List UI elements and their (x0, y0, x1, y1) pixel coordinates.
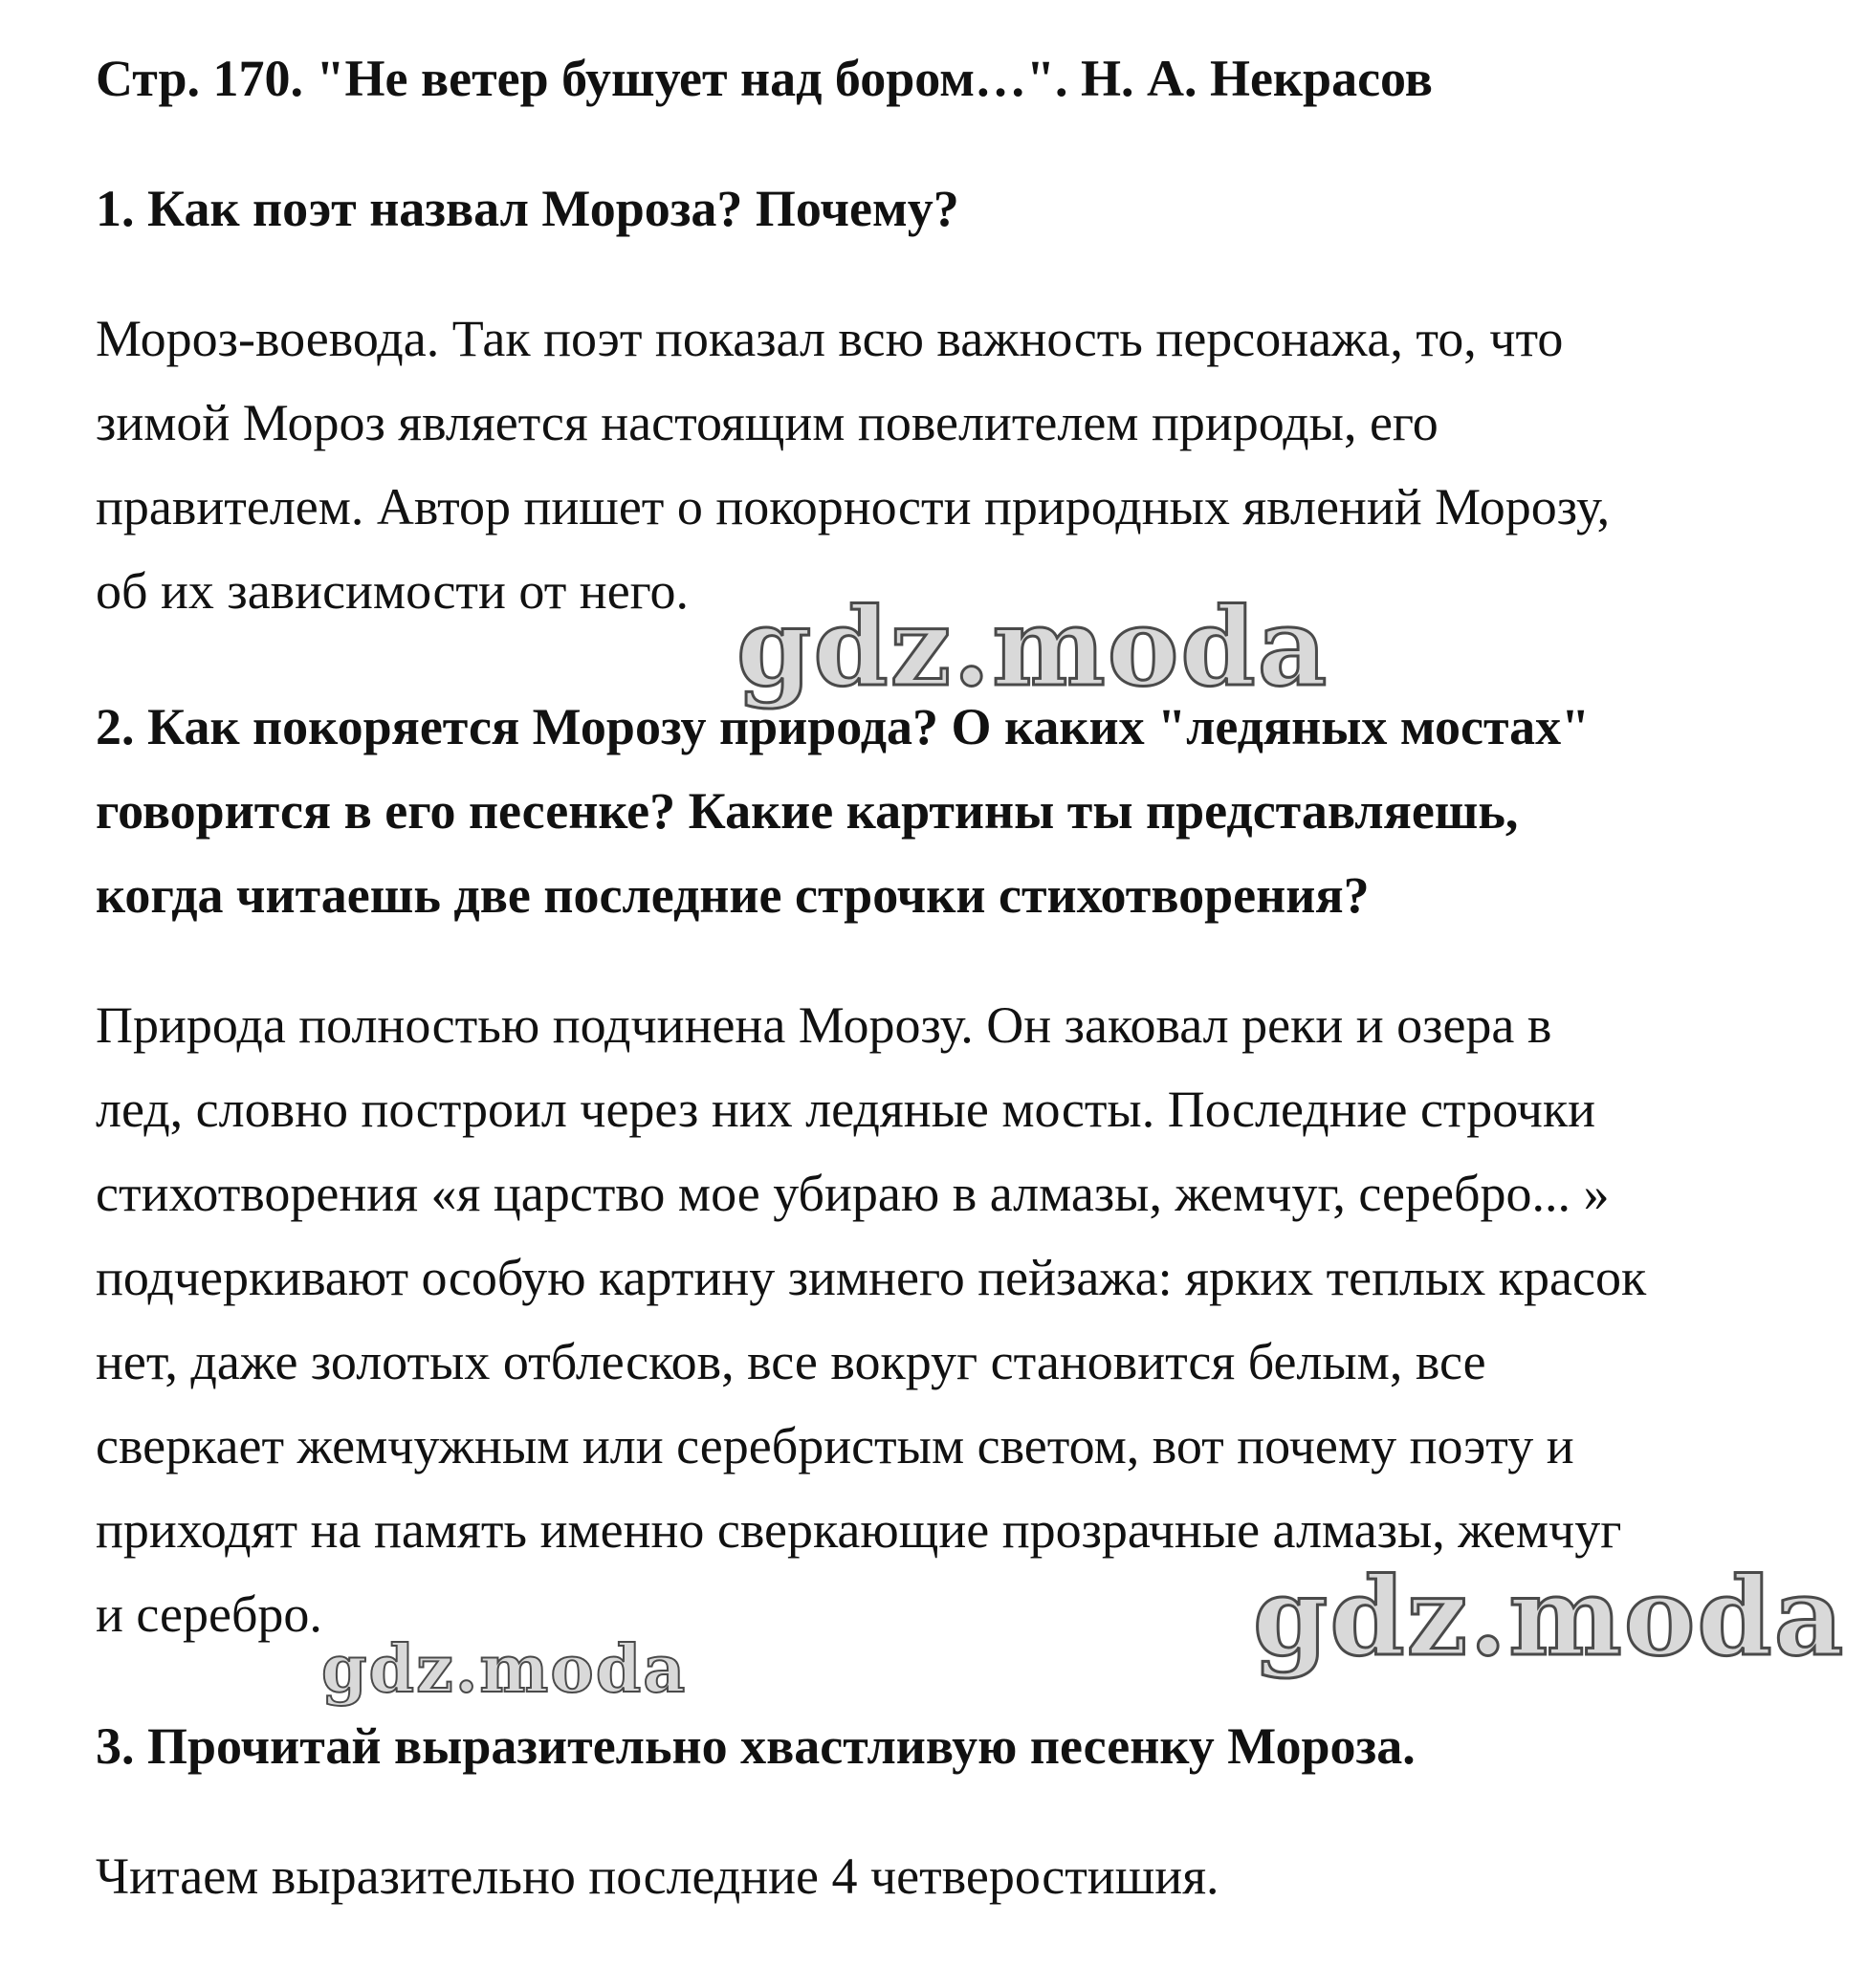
answer-2-line-3: стихотворения «я царство мое убираю в алмазы, жемчуг, серебро... » (96, 1165, 1610, 1222)
question-2-line-3: когда читаешь две последние строчки стихотворения? (96, 866, 1370, 924)
question-1: 1. Как поэт назвал Мороза? Почему? (96, 180, 959, 237)
answer-1-line-3: правителем. Автор пишет о покорности природных явлений Морозу, (96, 478, 1611, 535)
question-3: 3. Прочитай выразительно хвастливую песенку Мороза. (96, 1717, 1416, 1775)
answer-1-line-2: зимой Мороз является настоящим повелителем природы, его (96, 394, 1439, 451)
question-2-line-2: говорится в его песенке? Какие картины ты представляешь, (96, 782, 1519, 840)
watermark-logo: gdz.moda (736, 585, 1329, 710)
answer-1-line-4: об их зависимости от него. (96, 562, 689, 620)
answer-2-line-1: Природа полностью подчинена Морозу. Он заковал реки и озера в (96, 996, 1552, 1054)
answer-2-line-7: приходят на память именно сверкающие прозрачные алмазы, жемчуг (96, 1501, 1622, 1559)
answer-1-line-1: Мороз-воевода. Так поэт показал всю важность персонажа, то, что (96, 310, 1564, 367)
question-2-line-1: 2. Как покоряется Морозу природа? О каких "ледяных мостах" (96, 698, 1591, 755)
answer-3-line-1: Читаем выразительно последние 4 четверостишия. (96, 1847, 1219, 1905)
answer-2-line-8: и серебро. (96, 1585, 322, 1643)
watermark-logo: gdz.moda (321, 1631, 688, 1708)
answer-2-line-6: сверкает жемчужным или серебристым светом, вот почему поэту и (96, 1417, 1574, 1475)
watermark-logo: gdz.moda (1253, 1555, 1846, 1680)
answer-2-line-4: подчеркивают особую картину зимнего пейзажа: ярких теплых красок (96, 1249, 1647, 1306)
answer-2-line-2: лед, словно построил через них ледяные мосты. Последние строчки (96, 1081, 1596, 1138)
page-title: Стр. 170. "Не ветер бушует над бором…". Н. А. Некрасов (96, 50, 1433, 107)
answer-2-line-5: нет, даже золотых отблесков, все вокруг становится белым, все (96, 1333, 1486, 1390)
